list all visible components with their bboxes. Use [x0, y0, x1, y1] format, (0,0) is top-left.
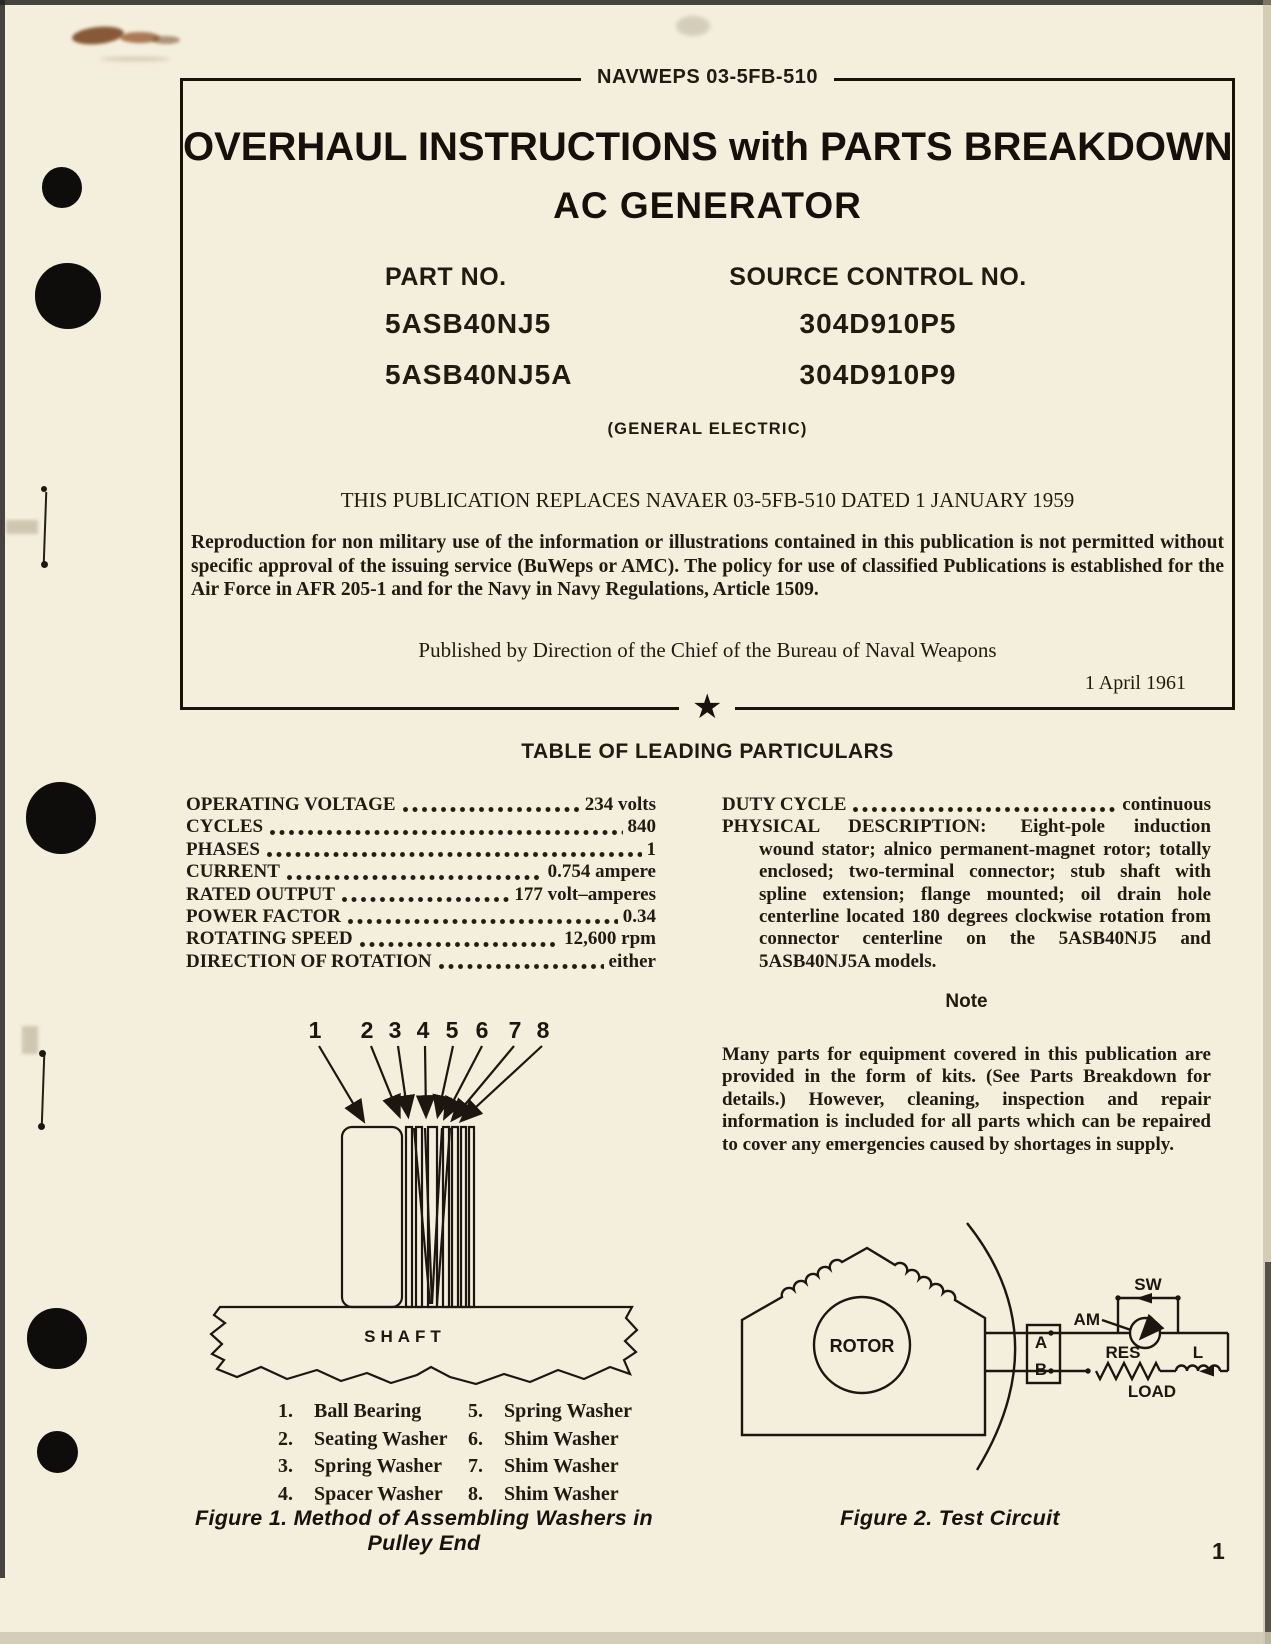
punch-dot — [37, 1431, 78, 1473]
bearing-outline — [342, 1127, 402, 1307]
washer-outline — [452, 1127, 458, 1307]
leader-dots — [341, 896, 509, 903]
particular-label: OPERATING VOLTAGE — [186, 794, 396, 815]
rotor-label: ROTOR — [829, 1336, 895, 1356]
pen-mark — [43, 492, 48, 564]
particular-label: DIRECTION OF ROTATION — [186, 950, 432, 972]
ink-stain — [100, 57, 170, 61]
scan-edge-left — [0, 0, 5, 1578]
junction-dot — [1175, 1295, 1180, 1300]
pencil-scribble — [6, 520, 38, 534]
particular-value: 234 volts — [584, 794, 656, 815]
page-number: 1 — [1212, 1538, 1225, 1564]
load-label: LOAD — [1127, 1382, 1177, 1401]
callout-number: 4 — [416, 1017, 430, 1043]
figure1-parts-list — [278, 1398, 632, 1508]
pen-mark-dot — [38, 1123, 45, 1130]
ammeter-leader-line — [1102, 1320, 1131, 1330]
leader-dots — [269, 829, 622, 836]
figure2-drawing — [690, 1185, 1250, 1485]
particulars-heading: TABLE OF LEADING PARTICULARS — [521, 740, 894, 763]
particular-value: 177 volt–amperes — [514, 883, 656, 905]
particular-value: continuous — [1122, 794, 1211, 815]
washer-outline — [406, 1127, 412, 1307]
part-name: Shim Washer — [504, 1427, 619, 1450]
pen-mark-dot — [41, 486, 47, 492]
source-control-value: 304D910P9 — [799, 359, 957, 390]
part-number-column — [385, 263, 572, 410]
terminal-dot — [1048, 1368, 1053, 1373]
pencil-smudge — [676, 16, 710, 36]
parts-column-2 — [468, 1398, 632, 1508]
leader-dots — [266, 851, 642, 858]
particular-row — [186, 951, 656, 973]
leader-dots — [438, 963, 604, 970]
ammeter-needle — [1142, 1325, 1153, 1337]
part-name: Shim Washer — [504, 1482, 619, 1505]
subtitle: AC GENERATOR — [553, 185, 862, 226]
punch-dot — [26, 782, 96, 854]
leader-dots — [852, 806, 1117, 813]
callout-number: 5 — [445, 1017, 459, 1043]
leader-dots — [359, 941, 560, 948]
main-title: OVERHAUL INSTRUCTIONS with PARTS BREAKDOWN — [183, 125, 1233, 169]
leader-dots — [347, 918, 618, 925]
parts-item — [278, 1453, 468, 1481]
part-name: Seating Washer — [314, 1427, 448, 1450]
pencil-scribble — [22, 1026, 38, 1054]
source-control-value: 304D910P5 — [799, 308, 957, 339]
manufacturer: (GENERAL ELECTRIC) — [607, 420, 808, 438]
switch-arrow — [1136, 1293, 1152, 1304]
particular-row — [186, 906, 656, 928]
callout-number: 3 — [388, 1017, 402, 1043]
particular-row — [722, 794, 1211, 816]
callout-number: 8 — [536, 1017, 550, 1043]
doc-code — [183, 66, 1232, 89]
physical-description — [722, 816, 1211, 973]
parts-item — [468, 1426, 632, 1454]
ammeter-label: AM — [1073, 1310, 1100, 1329]
figure1-caption: Figure 1. Method of Assembling Washers in Pulley End — [195, 1506, 653, 1555]
particular-value: 840 — [627, 816, 656, 838]
parts-item — [278, 1426, 468, 1454]
scan-edge-right-dark — [1265, 1262, 1271, 1644]
callout-number: 6 — [475, 1017, 489, 1043]
part-number-value: 5ASB40NJ5 — [385, 308, 552, 339]
parts-item — [278, 1398, 468, 1426]
pen-mark-dot — [41, 561, 48, 568]
part-index: 8. — [468, 1482, 483, 1505]
punch-dot — [35, 263, 101, 329]
resistor-label: RES — [1105, 1343, 1141, 1362]
particulars-list-left — [186, 794, 656, 973]
particular-row — [186, 816, 656, 838]
junction-dot — [1115, 1295, 1120, 1300]
parts-item — [468, 1398, 632, 1426]
part-index: 2. — [278, 1427, 293, 1450]
particular-row — [186, 794, 656, 816]
callout-arrows — [319, 1046, 542, 1120]
inductor-label: L — [1192, 1343, 1204, 1362]
callout-number: 7 — [508, 1017, 522, 1043]
terminal-a-label: A — [1034, 1333, 1048, 1352]
punch-dot — [42, 167, 82, 208]
terminal-dot — [1048, 1330, 1053, 1335]
star-icon: ★ — [679, 688, 735, 728]
scan-edge-top — [0, 0, 1271, 5]
callout-number: 1 — [308, 1017, 322, 1043]
physical-description-text: Eight-pole induction wound stator; alnico permanent-magnet rotor; totally enclosed; two-terminal connector; stub shaft with spline extension; flange mounted; oil drain hole centerline located 180 degrees clockwise rotation from connector centerline on the 5ASB40NJ5 and 5ASB40NJ5A models. — [759, 816, 1211, 972]
parts-item — [468, 1481, 632, 1509]
terminal-b-label: B — [1034, 1360, 1048, 1379]
part-index: 5. — [468, 1400, 483, 1422]
housing-arc — [967, 1223, 1015, 1470]
punch-dot — [27, 1308, 87, 1369]
parts-item — [468, 1453, 632, 1481]
washer-outline — [461, 1127, 466, 1307]
switch-label: SW — [1134, 1275, 1162, 1294]
replaces-line: THIS PUBLICATION REPLACES NAVAER 03-5FB-510 DATED 1 JANUARY 1959 — [340, 488, 1075, 512]
scan-edge-bottom — [0, 1632, 1271, 1644]
leader-dots — [286, 874, 543, 881]
pen-mark-dot — [39, 1050, 46, 1057]
note-text: Many parts for equipment covered in this publication are provided in the form of kits. (See Parts Breakdown for details.) However, cleaning, inspection and repair information is included for all parts which can be repaired to cover any emergencies caused by shortages in supply. — [722, 1043, 1211, 1156]
source-control-label: SOURCE CONTROL NO. — [729, 263, 1027, 291]
parts-item — [278, 1481, 468, 1509]
part-number-value: 5ASB40NJ5A — [385, 359, 573, 390]
ink-stain — [71, 24, 124, 46]
part-name: Spacer Washer — [314, 1482, 443, 1505]
particulars-list-right — [722, 794, 1211, 1157]
particular-label: PHASES — [186, 838, 260, 860]
part-number-label: PART NO. — [385, 263, 507, 291]
part-name: Shim Washer — [504, 1455, 619, 1477]
particular-label: POWER FACTOR — [186, 906, 341, 928]
particular-label: ROTATING SPEED — [186, 928, 353, 950]
particular-label: DUTY CYCLE — [722, 794, 847, 815]
reproduction-notice: Reproduction for non military use of the information or illustrations contained in this publication is not permitted without specific approval of the issuing service (BuWeps or AMC). The policy for use of classified Publications is established for the Air Force in AFR 205-1 and for the Navy in Navy Regulations, Article 1509. — [191, 532, 1224, 600]
part-index: 6. — [468, 1427, 483, 1450]
part-name: Spring Washer — [314, 1455, 442, 1477]
pen-mark — [41, 1056, 45, 1126]
particular-label: CYCLES — [186, 816, 264, 838]
shaft-label: SHAFT — [364, 1327, 446, 1346]
junction-dot — [1085, 1368, 1090, 1373]
part-index: 4. — [278, 1482, 293, 1505]
resistor-symbol — [1096, 1363, 1160, 1379]
particular-row — [186, 928, 656, 950]
part-name: Spring Washer — [504, 1400, 632, 1422]
figure2-caption: Figure 2. Test Circuit — [840, 1506, 1060, 1530]
issue-date: 1 April 1961 — [1084, 672, 1186, 694]
washer-outline — [469, 1127, 474, 1307]
particular-row — [186, 884, 656, 906]
note-heading: Note — [945, 991, 988, 1013]
physical-description-label: PHYSICAL DESCRIPTION: — [722, 816, 987, 838]
particular-row — [186, 861, 656, 883]
figure1-drawing — [180, 1008, 660, 1393]
particular-value: 0.34 — [622, 906, 656, 928]
source-control-column — [683, 263, 1073, 410]
ink-stain — [152, 36, 180, 44]
part-index: 7. — [468, 1455, 483, 1477]
part-name: Ball Bearing — [314, 1400, 422, 1422]
particular-value: 12,600 rpm — [564, 928, 656, 950]
part-index: 3. — [278, 1455, 293, 1477]
doc-code-text: NAVWEPS 03-5FB-510 — [581, 66, 834, 89]
particular-value: either — [608, 950, 656, 972]
particular-label: RATED OUTPUT — [186, 883, 336, 905]
particular-label: CURRENT — [186, 861, 280, 883]
leader-dots — [402, 806, 580, 813]
particular-value: 1 — [646, 838, 656, 860]
header-box — [180, 66, 1235, 710]
parts-column-1 — [278, 1398, 468, 1508]
callout-number: 2 — [360, 1017, 374, 1043]
published-line: Published by Direction of the Chief of the Bureau of Naval Weapons — [418, 638, 997, 662]
part-index: 1. — [278, 1400, 293, 1422]
particular-row — [186, 839, 656, 861]
particular-value: 0.754 ampere — [547, 861, 656, 883]
